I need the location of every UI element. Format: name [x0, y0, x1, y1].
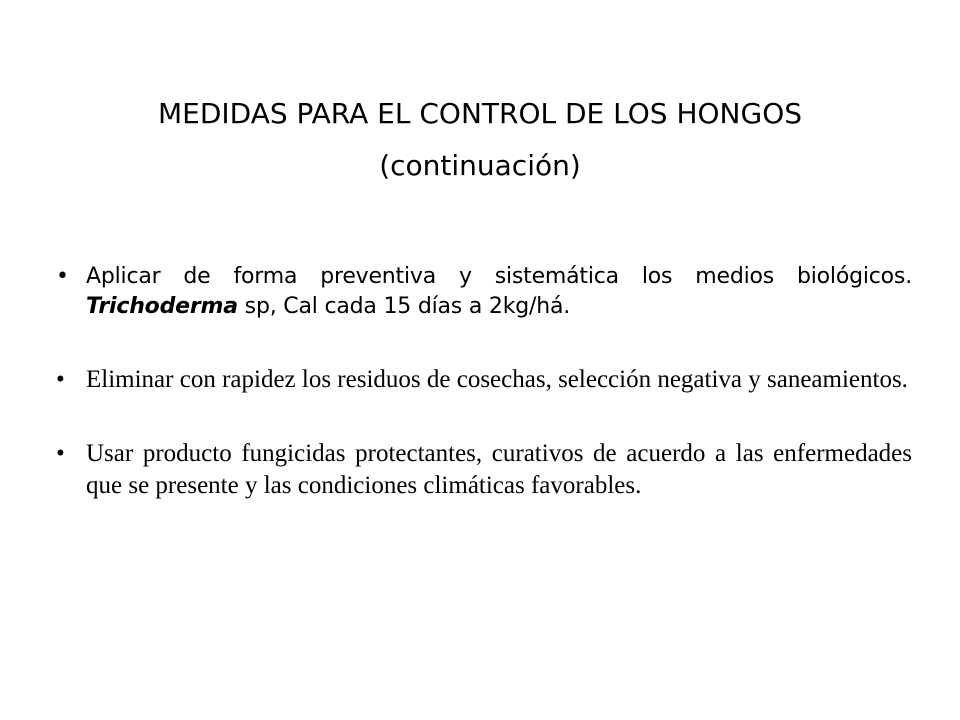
bullet-item-3 [56, 438, 912, 502]
bullet-item-2 [56, 364, 912, 396]
bullet-dot-3: • [56, 440, 65, 467]
title-line-2: (continuación) [379, 149, 581, 182]
bullet-dot-1: • [56, 264, 69, 289]
bullet-1-text-start: Aplicar de forma preventiva y sistemática los medios biológicos. [86, 264, 912, 289]
title-line-1: MEDIDAS PARA EL CONTROL DE LOS HONGOS [157, 97, 803, 130]
bullet-3-text: Usar producto fungicidas protectantes, curativos de acuerdo a las enfermedades que se presente y las condiciones climáticas favorables. [86, 440, 912, 499]
bullet-list [56, 262, 912, 502]
bullet-1-text-end: sp, Cal cada 15 días a 2kg/há. [237, 294, 571, 319]
slide-title [60, 88, 900, 192]
bullet-2-text: Eliminar con rapidez los residuos de cosechas, selección negativa y saneamientos. [86, 366, 908, 393]
bullet-dot-2: • [56, 366, 65, 393]
bullet-item-1 [56, 262, 912, 322]
bullet-1-emphasis: Trichoderma [86, 294, 238, 319]
